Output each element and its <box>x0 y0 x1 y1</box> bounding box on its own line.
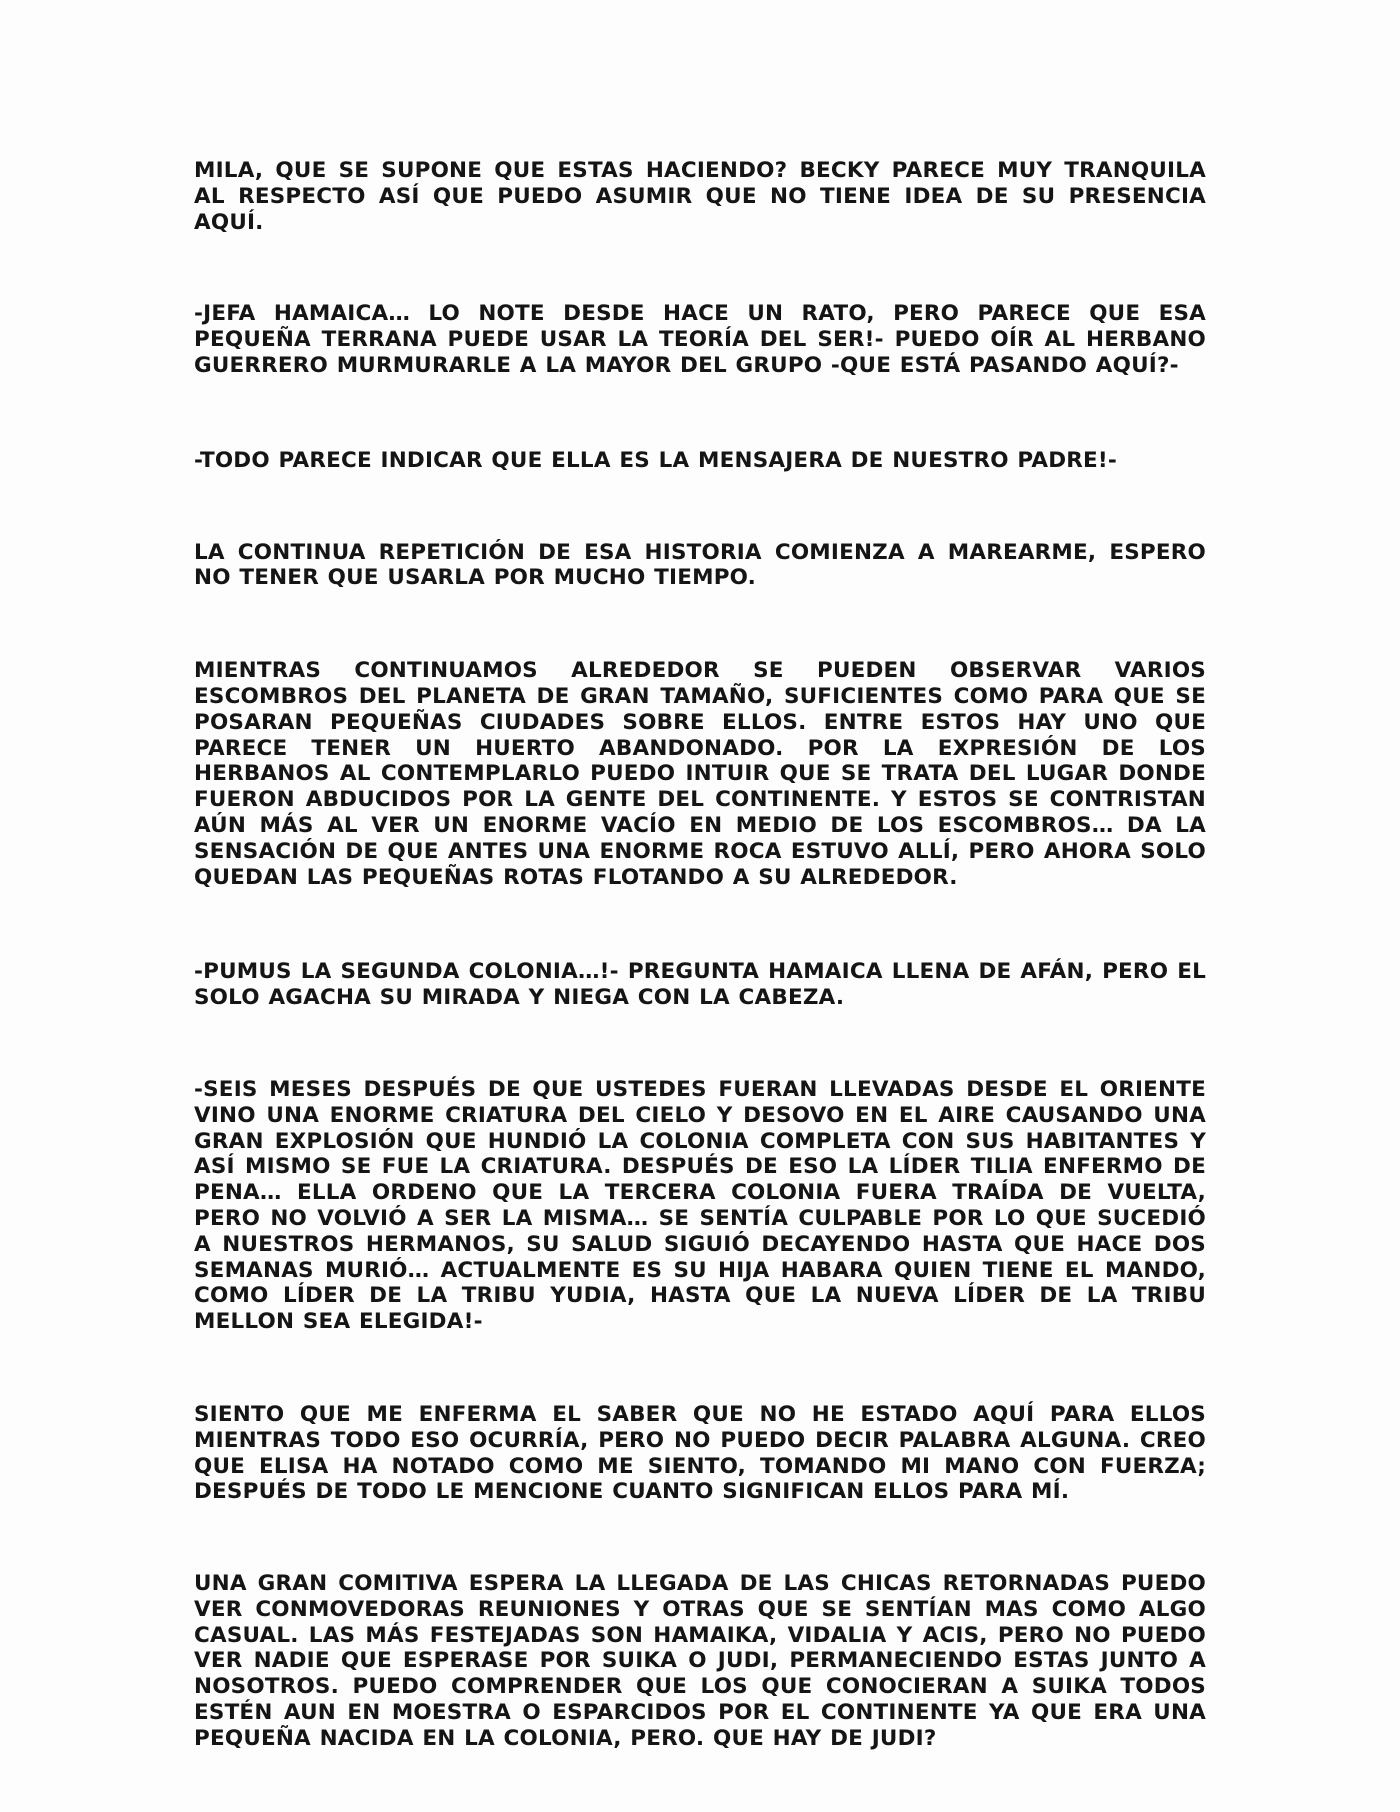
paragraph-2: -JEFA HAMAICA… LO NOTE DESDE HACE UN RATO, PERO PARECE QUE ESA PEQUEÑA TERRANA PUEDE USAR LA TEORÍA DEL SER!- PUEDO OÍR AL HERBANO GUERRERO MURMURARLE A LA MAYOR DEL GRUPO -QUE ESTÁ PASANDO AQUÍ?- <box>194 301 1206 378</box>
paragraph-8: SIENTO QUE ME ENFERMA EL SABER QUE NO HE ESTADO AQUÍ PARA ELLOS MIENTRAS TODO ESO OCURRÍA, PERO NO PUEDO DECIR PALABRA ALGUNA. CREO QUE ELISA HA NOTADO COMO ME SIENTO, TOMANDO MI MANO CON FUERZA; DESPUÉS DE TODO LE MENCIONE CUANTO SIGNIFICAN ELLOS PARA MÍ. <box>194 1401 1206 1505</box>
paragraph-7: -SEIS MESES DESPUÉS DE QUE USTEDES FUERAN LLEVADAS DESDE EL ORIENTE VINO UNA ENORME CRIATURA DEL CIELO Y DESOVO EN EL AIRE CAUSANDO UNA GRAN EXPLOSIÓN QUE HUNDIÓ LA COLONIA COMPLETA CON SUS HABITANTES Y ASÍ MISMO SE FUE LA CRIATURA. DESPUÉS DE ESO LA LÍDER TILIA ENFERMO DE PENA… ELLA ORDENO QUE LA TERCERA COLONIA FUERA TRAÍDA DE VUELTA, PERO NO VOLVIÓ A SER LA MISMA… SE SENTÍA CULPABLE POR LO QUE SUCEDIÓ A NUESTROS HERMANOS, SU SALUD SIGUIÓ DECAYENDO HASTA QUE HACE DOS SEMANAS MURIÓ… ACTUALMENTE ES SU HIJA HABARA QUIEN TIENE EL MANDO, COMO LÍDER DE LA TRIBU YUDIA, HASTA QUE LA NUEVA LÍDER DE LA TRIBU MELLON SEA ELEGIDA!- <box>194 1076 1206 1335</box>
paragraph-6: -PUMUS LA SEGUNDA COLONIA…!- PREGUNTA HAMAICA LLENA DE AFÁN, PERO EL SOLO AGACHA SU MIRADA Y NIEGA CON LA CABEZA. <box>194 959 1206 1011</box>
document-body <box>194 158 1206 1752</box>
paragraph-3: -TODO PARECE INDICAR QUE ELLA ES LA MENSAJERA DE NUESTRO PADRE!- <box>194 447 1118 473</box>
paragraph-1: MILA, QUE SE SUPONE QUE ESTAS HACIENDO? BECKY PARECE MUY TRANQUILA AL RESPECTO ASÍ QUE PUEDO ASUMIR QUE NO TIENE IDEA DE SU PRESENCIA AQUÍ. <box>194 158 1206 235</box>
paragraph-9: UNA GRAN COMITIVA ESPERA LA LLEGADA DE LAS CHICAS RETORNADAS PUEDO VER CONMOVEDORAS REUNIONES Y OTRAS QUE SE SENTÍAN MAS COMO ALGO CASUAL. LAS MÁS FESTEJADAS SON HAMAIKA, VIDALIA Y ACIS, PERO NO PUEDO VER NADIE QUE ESPERASE POR SUIKA O JUDI, PERMANECIENDO ESTAS JUNTO A NOSOTROS. PUEDO COMPRENDER QUE LOS QUE CONOCIERAN A SUIKA TODOS ESTÉN AUN EN MOESTRA O ESPARCIDOS POR EL CONTINENTE YA QUE ERA UNA PEQUEÑA NACIDA EN LA COLONIA, PERO. QUE HAY DE JUDI? <box>194 1571 1206 1751</box>
paragraph-4: LA CONTINUA REPETICIÓN DE ESA HISTORIA COMIENZA A MAREARME, ESPERO NO TENER QUE USARLA POR MUCHO TIEMPO. <box>194 539 1206 591</box>
paragraph-5: MIENTRAS CONTINUAMOS ALREDEDOR SE PUEDEN OBSERVAR VARIOS ESCOMBROS DEL PLANETA DE GRAN TAMAÑO, SUFICIENTES COMO PARA QUE SE POSARAN PEQUEÑAS CIUDADES SOBRE ELLOS. ENTRE ESTOS HAY UNO QUE PARECE TENER UN HUERTO ABANDONADO. POR LA EXPRESIÓN DE LOS HERBANOS AL CONTEMPLARLO PUEDO INTUIR QUE SE TRATA DEL LUGAR DONDE FUERON ABDUCIDOS POR LA GENTE DEL CONTINENTE. Y ESTOS SE CONTRISTAN AÚN MÁS AL VER UN ENORME VACÍO EN MEDIO DE LOS ESCOMBROS… DA LA SENSACIÓN DE QUE ANTES UNA ENORME ROCA ESTUVO ALLÍ, PERO AHORA SOLO QUEDAN LAS PEQUEÑAS ROTAS FLOTANDO A SU ALREDEDOR. <box>194 658 1206 890</box>
